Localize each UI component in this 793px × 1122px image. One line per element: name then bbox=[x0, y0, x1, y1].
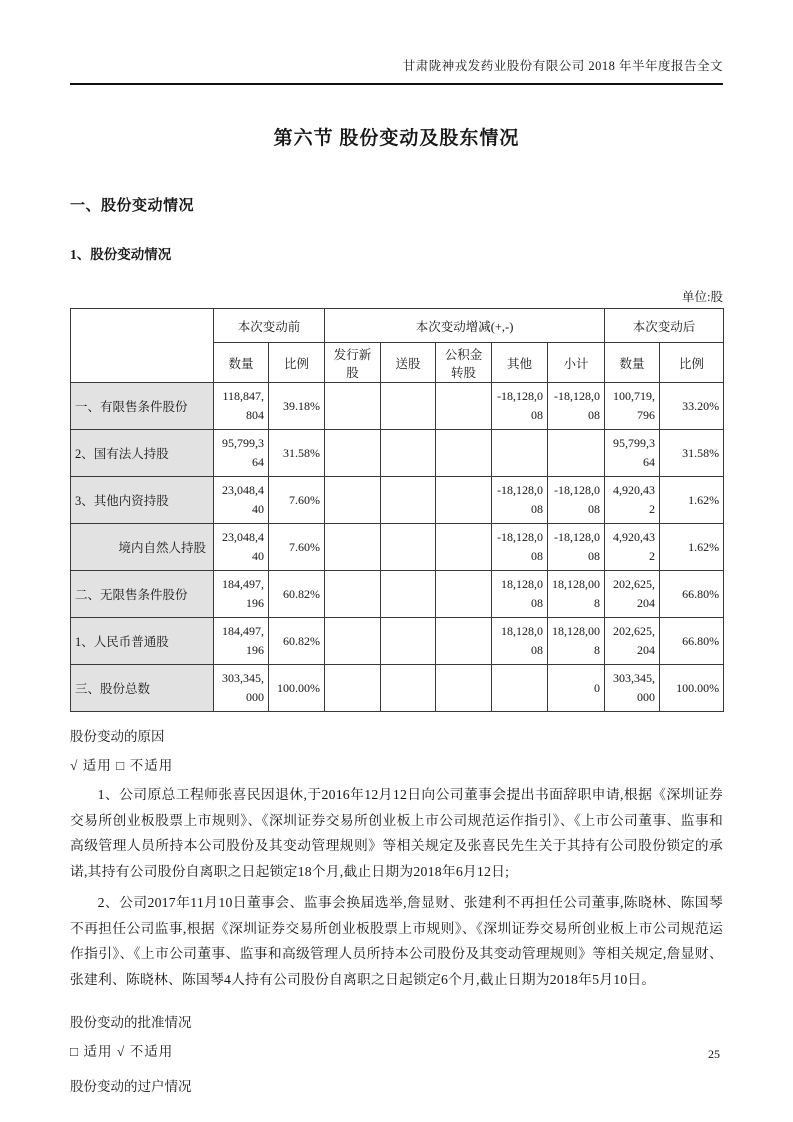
group-header-change: 本次变动增减(+,-) bbox=[325, 309, 605, 343]
table-row bbox=[71, 665, 724, 712]
table-cell: 100,719,796 bbox=[605, 383, 660, 430]
column-header: 送股 bbox=[381, 343, 436, 383]
table-cell bbox=[325, 383, 381, 430]
table-cell: 100.00% bbox=[660, 665, 724, 712]
table-cell bbox=[381, 665, 436, 712]
table-cell: 303,345,000 bbox=[214, 665, 269, 712]
column-header: 公积金转股 bbox=[436, 343, 492, 383]
table-cell: 303,345,000 bbox=[605, 665, 660, 712]
running-header-text: 甘肃陇神戎发药业股份有限公司 2018 年半年度报告全文 bbox=[402, 59, 723, 73]
table-cell: 100.00% bbox=[269, 665, 325, 712]
row-label: 境内自然人持股 bbox=[71, 524, 214, 571]
table-cell bbox=[381, 383, 436, 430]
table-cell: 184,497,196 bbox=[214, 571, 269, 618]
table-row bbox=[71, 618, 724, 665]
column-header: 数量 bbox=[214, 343, 269, 383]
table-cell: 23,048,440 bbox=[214, 477, 269, 524]
table-cell bbox=[325, 618, 381, 665]
group-header-before: 本次变动前 bbox=[214, 309, 325, 343]
column-header: 数量 bbox=[605, 343, 660, 383]
table-cell bbox=[436, 524, 492, 571]
table-cell: 4,920,432 bbox=[605, 524, 660, 571]
table-cell: 66.80% bbox=[660, 571, 724, 618]
table-cell: 18,128,008 bbox=[492, 618, 548, 665]
table-cell: 66.80% bbox=[660, 618, 724, 665]
table-cell: -18,128,008 bbox=[548, 383, 605, 430]
table-cell: 23,048,440 bbox=[214, 524, 269, 571]
row-label: 1、人民币普通股 bbox=[71, 618, 214, 665]
share-change-table bbox=[70, 308, 724, 712]
table-row bbox=[71, 524, 724, 571]
table-cell bbox=[325, 524, 381, 571]
row-label: 二、无限售条件股份 bbox=[71, 571, 214, 618]
table-cell: -18,128,008 bbox=[492, 477, 548, 524]
table-cell: 60.82% bbox=[269, 618, 325, 665]
table-cell: 33.20% bbox=[660, 383, 724, 430]
row-label: 2、国有法人持股 bbox=[71, 430, 214, 477]
table-cell: 18,128,008 bbox=[548, 571, 605, 618]
table-cell: 184,497,196 bbox=[214, 618, 269, 665]
table-cell: 118,847,804 bbox=[214, 383, 269, 430]
table-cell: -18,128,008 bbox=[492, 383, 548, 430]
reason-paragraph-1: 1、公司原总工程师张喜民因退休,于2016年12月12日向公司董事会提出书面辞职申请,根据《深圳证券交易所创业板股票上市规则》、《深圳证券交易所创业板上市公司规范运作指引》、《上市公司董事、监事和高级管理人员所持本公司股份及其变动管理规则》等相关规定及张喜民先生关于其持有公司股份锁定的承诺,其持有公司股份自离职之日起锁定18个月,截止日期为2018年6月12日; bbox=[70, 787, 723, 879]
table-cell: 31.58% bbox=[660, 430, 724, 477]
table-cell: 95,799,364 bbox=[605, 430, 660, 477]
reason-title: 股份变动的原因 bbox=[70, 729, 165, 744]
page-number: 25 bbox=[708, 1047, 720, 1061]
column-header: 小计 bbox=[548, 343, 605, 383]
table-cell bbox=[381, 571, 436, 618]
table-cell: 1.62% bbox=[660, 524, 724, 571]
approval-applicable-line: □ 适用 √ 不适用 bbox=[70, 1044, 174, 1059]
table-cell: -18,128,008 bbox=[548, 524, 605, 571]
table-corner-cell bbox=[71, 309, 214, 383]
table-cell bbox=[381, 618, 436, 665]
table-cell: 4,920,432 bbox=[605, 477, 660, 524]
table-cell bbox=[436, 665, 492, 712]
table-row bbox=[71, 571, 724, 618]
table-cell: 31.58% bbox=[269, 430, 325, 477]
table-cell bbox=[325, 665, 381, 712]
table-cell bbox=[436, 383, 492, 430]
table-cell bbox=[436, 477, 492, 524]
table-cell bbox=[381, 477, 436, 524]
approval-title: 股份变动的批准情况 bbox=[70, 1015, 192, 1030]
table-row bbox=[71, 383, 724, 430]
table-row bbox=[71, 477, 724, 524]
chapter-title: 第六节 股份变动及股东情况 bbox=[273, 128, 520, 149]
table-cell: 18,128,008 bbox=[492, 571, 548, 618]
table-cell: -18,128,008 bbox=[548, 477, 605, 524]
table-cell bbox=[325, 430, 381, 477]
table-cell: 1.62% bbox=[660, 477, 724, 524]
table-cell: 202,625,204 bbox=[605, 618, 660, 665]
notes-section bbox=[70, 727, 723, 1097]
table-cell: 60.82% bbox=[269, 571, 325, 618]
table-cell bbox=[436, 618, 492, 665]
table-cell bbox=[436, 430, 492, 477]
column-header: 其他 bbox=[492, 343, 548, 383]
section-heading: 一、股份变动情况 bbox=[70, 198, 195, 214]
unit-label: 单位:股 bbox=[682, 290, 723, 304]
reason-paragraph-2: 2、公司2017年11月10日董事会、监事会换届选举,詹显财、张建利不再担任公司董事,陈晓林、陈国琴不再担任公司监事,根据《深圳证券交易所创业板股票上市规则》、《深圳证券交易所创业板上市公司规范运作指引》、《上市公司董事、监事和高级管理人员所持本公司股份及其变动管理规则》等相关规定,詹显财、张建利、陈晓林、陈国琴4人持有公司股份自离职之日起锁定6个月,截止日期为2018年5月10日。 bbox=[70, 895, 723, 987]
table-cell bbox=[325, 571, 381, 618]
table-cell bbox=[325, 477, 381, 524]
running-header bbox=[70, 56, 723, 85]
column-header: 发行新股 bbox=[325, 343, 381, 383]
table-cell bbox=[548, 430, 605, 477]
column-header: 比例 bbox=[269, 343, 325, 383]
table-cell: 7.60% bbox=[269, 477, 325, 524]
table-row bbox=[71, 430, 724, 477]
table-cell bbox=[492, 665, 548, 712]
table-cell bbox=[436, 571, 492, 618]
column-header: 比例 bbox=[660, 343, 724, 383]
table-cell: 95,799,364 bbox=[214, 430, 269, 477]
group-header-after: 本次变动后 bbox=[605, 309, 724, 343]
table-cell: 202,625,204 bbox=[605, 571, 660, 618]
table-cell bbox=[492, 430, 548, 477]
table-cell: -18,128,008 bbox=[492, 524, 548, 571]
transfer-title: 股份变动的过户情况 bbox=[70, 1079, 192, 1094]
row-label: 一、有限售条件股份 bbox=[71, 383, 214, 430]
table-cell: 0 bbox=[548, 665, 605, 712]
table-cell: 18,128,008 bbox=[548, 618, 605, 665]
table-cell bbox=[381, 430, 436, 477]
reason-applicable-line: √ 适用 □ 不适用 bbox=[70, 758, 174, 773]
row-label: 3、其他内资持股 bbox=[71, 477, 214, 524]
table-cell: 7.60% bbox=[269, 524, 325, 571]
table-cell bbox=[381, 524, 436, 571]
subsection-heading: 1、股份变动情况 bbox=[70, 247, 172, 262]
table-cell: 39.18% bbox=[269, 383, 325, 430]
row-label: 三、股份总数 bbox=[71, 665, 214, 712]
